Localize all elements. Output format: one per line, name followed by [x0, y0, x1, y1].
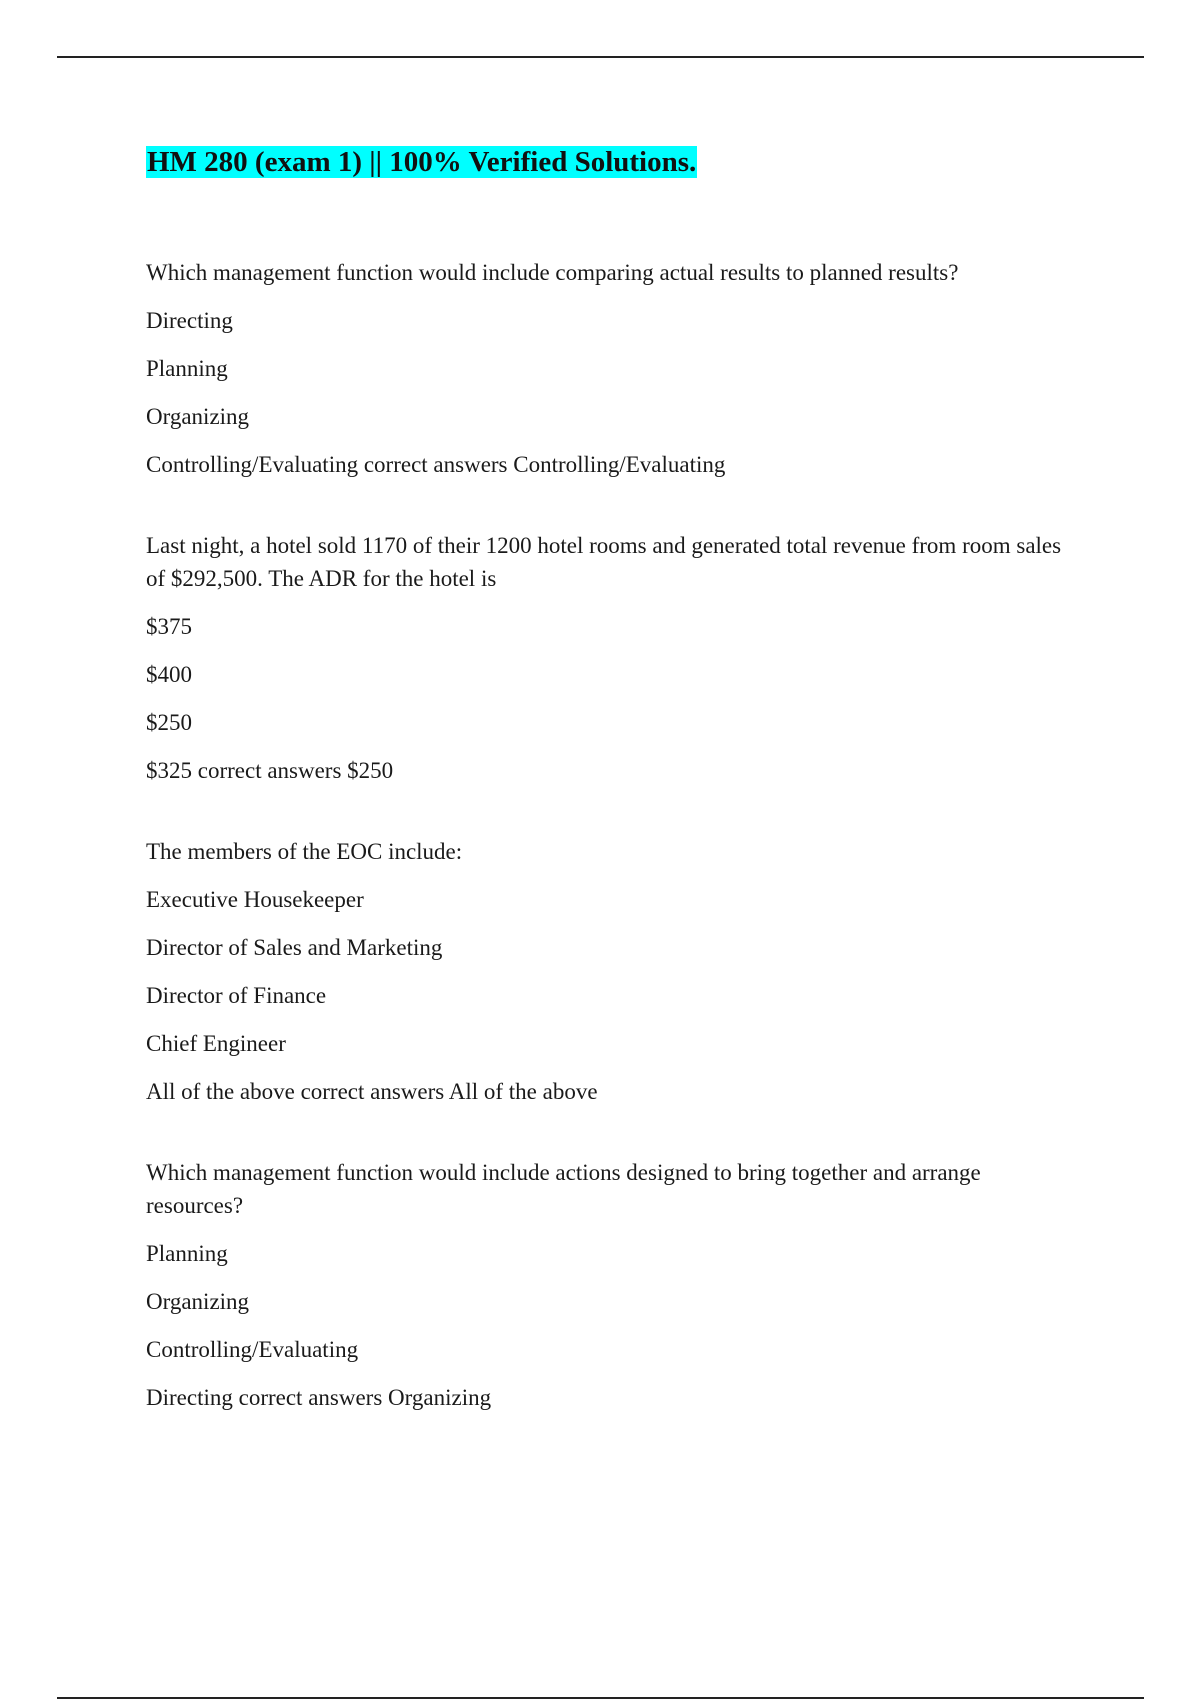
top-divider: [57, 56, 1144, 58]
question-text: Last night, a hotel sold 1170 of their 1200 hotel rooms and generated total revenue from room sales of $292,500. The ADR for the hotel is: [146, 533, 1062, 591]
answer-option: Planning: [146, 356, 228, 381]
answer-option: Organizing: [146, 404, 250, 429]
question-text: Which management function would include comparing actual results to planned results?: [146, 260, 959, 285]
answer-option: Organizing: [146, 1289, 250, 1314]
document-title-highlight: HM 280 (exam 1) || 100% Verified Solutions.: [147, 146, 697, 178]
answer-option-with-correct-answer: Controlling/Evaluating correct answers Controlling/Evaluating: [146, 452, 726, 477]
bottom-divider: [57, 1697, 1144, 1699]
answer-option: Planning: [146, 1241, 228, 1266]
document-title: [146, 142, 1076, 182]
answer-option: $375: [146, 614, 192, 639]
answer-option: $250: [146, 710, 192, 735]
question-2: [146, 529, 1076, 789]
answer-option: Chief Engineer: [146, 1031, 286, 1056]
answer-option-with-correct-answer: $325 correct answers $250: [146, 758, 394, 783]
answer-option: Director of Finance: [146, 983, 327, 1008]
question-text: Which management function would include actions designed to bring together and arrange resources?: [146, 1160, 981, 1218]
answer-option: Directing: [146, 308, 233, 333]
question-text: The members of the EOC include:: [146, 839, 463, 864]
answer-option-with-correct-answer: All of the above correct answers All of the above: [146, 1079, 598, 1104]
answer-option: $400: [146, 662, 192, 687]
answer-option-with-correct-answer: Directing correct answers Organizing: [146, 1385, 492, 1410]
question-1: [146, 256, 1076, 483]
question-4: [146, 1156, 1076, 1416]
document-body: [146, 142, 1076, 1462]
answer-option: Executive Housekeeper: [146, 887, 364, 912]
answer-option: Director of Sales and Marketing: [146, 935, 443, 960]
answer-option: Controlling/Evaluating: [146, 1337, 359, 1362]
question-3: [146, 835, 1076, 1110]
